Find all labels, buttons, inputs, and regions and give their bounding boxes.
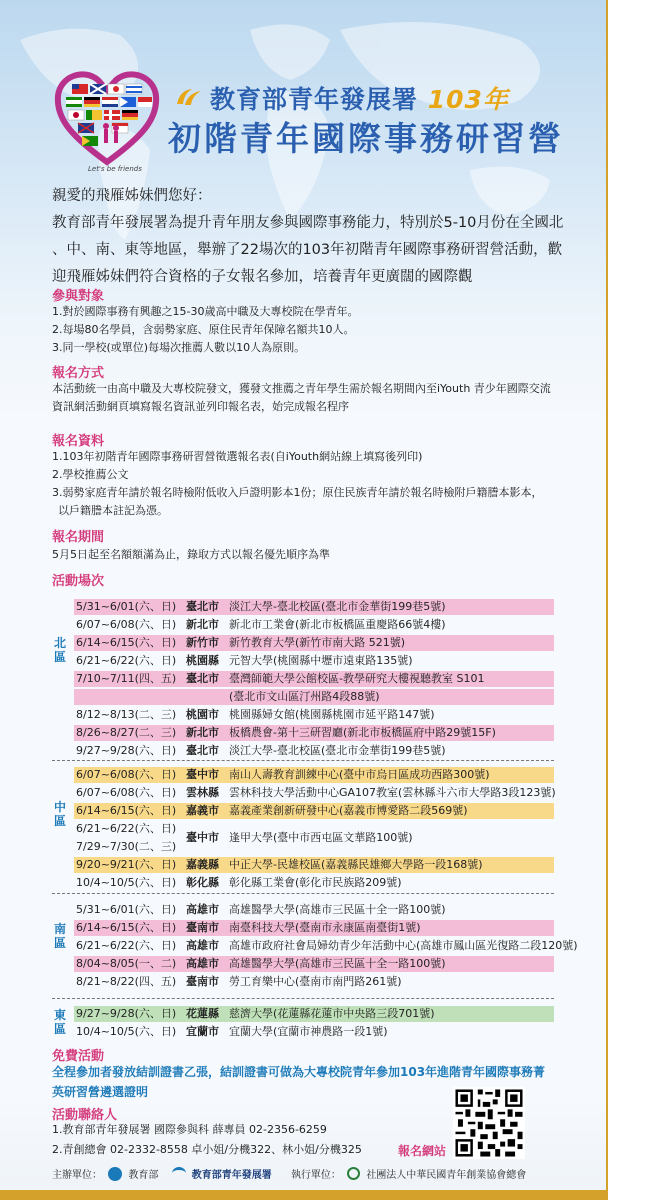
venue-row — [74, 875, 554, 891]
section-title-method: 報名方式 — [52, 366, 105, 381]
venue-city: 高雄市 — [186, 939, 219, 952]
organizer-label: 主辦單位： — [52, 1170, 102, 1181]
venue-city: 桃園市 — [186, 708, 219, 721]
venue-date: 8/04~8/05(一、二) — [76, 957, 177, 970]
venue-row — [74, 974, 554, 990]
period-text: 5月5日起至名額額滿為止，錄取方式以報名優先順序為準 — [52, 548, 330, 561]
section-title-period: 報名期間 — [52, 530, 105, 545]
document-item: 2.學校推薦公文 — [52, 468, 129, 481]
registration-site-label: 報名網站 — [398, 1144, 447, 1158]
venue-city: 新北市 — [186, 618, 219, 631]
venue-date: 6/14~6/15(六、日) — [76, 921, 177, 934]
executor-logo-icon — [347, 1167, 360, 1180]
moe-name: 教育部 — [128, 1170, 159, 1181]
venue-date: 5/31~6/01(六、日) — [76, 600, 177, 613]
main-title: 初階青年國際事務研習營 — [168, 119, 564, 158]
participants-list — [52, 303, 582, 357]
venue-date: 8/26~8/27(二、三) — [76, 726, 177, 739]
greeting: 親愛的飛雁姊妹們您好： — [52, 188, 212, 204]
venue-place: 逢甲大學(臺中市西屯區文華路100號) — [229, 831, 413, 844]
venue-row — [74, 767, 554, 783]
venue-row — [74, 785, 554, 801]
year-label: 103年 — [427, 85, 509, 114]
venue-place: 彰化縣工業會(彰化市民族路209號) — [229, 876, 402, 889]
region-label-east: 東區 — [54, 1008, 67, 1036]
venue-city: 高雄市 — [186, 903, 219, 916]
venue-city: 臺北市 — [186, 600, 219, 613]
venue-date: 6/21~6/22(六、日) — [76, 654, 177, 667]
venue-place: 勞工育樂中心(臺南市南門路261號) — [229, 975, 402, 988]
intro-line: 、中、南、東等地區，舉辦了22場次的103年初階青年國際事務研習營活動，歡 — [52, 242, 563, 258]
venue-row — [74, 653, 554, 669]
contact-line: 2.青創總會 02-2332-8558 卓小姐/分機322、林小姐/分機325 — [52, 1143, 362, 1156]
venue-row — [74, 599, 554, 615]
venue-place: 淡江大學-臺北校區(臺北市金華街199巷5號) — [229, 744, 446, 757]
region-divider — [52, 760, 554, 761]
venue-place: 中正大學-民雄校區(嘉義縣民雄鄉大學路一段168號) — [229, 858, 483, 871]
venue-place: 板橋農會-第十三研習廳(新北市板橋區府中路29號15F) — [229, 726, 496, 739]
venue-row — [74, 689, 554, 705]
venue-date: 6/07~6/08(六、日) — [76, 768, 177, 781]
venue-city: 嘉義市 — [186, 804, 219, 817]
venue-place: 桃園縣婦女館(桃園縣桃園市延平路147號) — [229, 708, 435, 721]
document-item: 3.弱勢家庭青年請於報名時檢附低收入戶證明影本1份；原住民族青年請於報名時檢附戶籍謄本影本， — [52, 486, 543, 499]
moe-logo-icon — [108, 1167, 122, 1181]
participant-rule: 1.對於國際事務有興趣之15-30歲高中職及大專校院在學青年。 — [52, 305, 359, 318]
venue-city: 臺中市 — [186, 831, 219, 844]
venue-date: 6/21~6/22(六、日) — [76, 822, 177, 835]
contact-line: 1.教育部青年發展署 國際參與科 薛專員 02-2356-6259 — [52, 1123, 327, 1136]
venue-place: 南臺科技大學(臺南市永康區南臺街1號) — [229, 921, 421, 934]
venue-date: 6/14~6/15(六、日) — [76, 804, 177, 817]
method-line: 資訊網活動網頁填寫報名資訊並列印報名表，始完成報名程序 — [52, 400, 349, 413]
venue-city: 臺北市 — [186, 744, 219, 757]
heart-flags-logo — [54, 64, 160, 168]
venue-city: 雲林縣 — [186, 786, 219, 799]
venue-place: (臺北市文山區汀州路4段88號) — [229, 690, 380, 703]
intro-text — [52, 183, 592, 291]
venue-place: 高雄醫學大學(高雄市三民區十全一路100號) — [229, 957, 446, 970]
venue-date: 9/20~9/21(六、日) — [76, 858, 177, 871]
venue-row — [74, 857, 554, 873]
org-title: 教育部青年發展署 103年 — [210, 85, 509, 114]
venue-city: 臺中市 — [186, 768, 219, 781]
venue-date: 7/10~7/11(四、五) — [76, 672, 177, 685]
document-item: 以戶籍謄本註記為憑。 — [58, 504, 168, 517]
tagline: Let's be friends — [88, 165, 142, 173]
section-title-free: 免費活動 — [52, 1049, 105, 1064]
venue-row — [74, 617, 554, 633]
venue-date: 6/07~6/08(六、日) — [76, 618, 177, 631]
venue-date: 6/21~6/22(六、日) — [76, 939, 177, 952]
executor-label: 執行單位： — [290, 1170, 341, 1181]
venue-date: 9/27~9/28(六、日) — [76, 1007, 177, 1020]
venue-row — [74, 1006, 554, 1022]
venue-date: 8/12~8/13(二、三) — [76, 708, 177, 721]
venue-date: 9/27~9/28(六、日) — [76, 744, 177, 757]
venue-date: 6/14~6/15(六、日) — [76, 636, 177, 649]
venue-row — [74, 707, 554, 723]
venue-date: 10/4~10/5(六、日) — [76, 876, 177, 889]
section-title-contact: 活動聯絡人 — [52, 1108, 118, 1123]
intro-line: 迎飛雁姊妹們符合資格的子女報名參加，培養青年更廣闊的國際觀 — [52, 269, 473, 285]
venue-place: 元智大學(桃園縣中壢市遠東路135號) — [229, 654, 413, 667]
venue-row — [74, 956, 554, 972]
venue-place: 臺灣師範大學公館校區-教學研究大樓視聽教室 S101 — [229, 672, 485, 685]
venue-city: 新竹市 — [186, 636, 219, 649]
venue-place: 淡江大學-臺北校區(臺北市金華街199巷5號) — [229, 600, 446, 613]
intro-line: 教育部青年發展署為提升青年朋友參與國際事務能力，特別於5-10月份在全國北 — [52, 215, 564, 231]
venue-date: 7/29~7/30(二、三) — [76, 840, 177, 853]
yda-logo-icon — [174, 86, 204, 108]
participant-rule: 3.同一學校(或單位)每場次推薦人數以10人為原則。 — [52, 341, 306, 354]
venue-place: 雲林科技大學活動中心GA107教室(雲林縣斗六市大學路3段123號) — [229, 786, 556, 799]
region-label-north: 北區 — [54, 636, 67, 664]
document-item: 1.103年初階青年國際事務研習營徵選報名表(自iYouth網站線上填寫後列印) — [52, 450, 423, 463]
venue-place: 宜蘭大學(宜蘭市神農路一段1號) — [229, 1025, 388, 1038]
qr-code-icon[interactable] — [453, 1087, 525, 1159]
contact-list — [52, 1120, 412, 1160]
footer — [52, 1166, 572, 1181]
participant-rule: 2.每場80名學員，含弱勢家庭、原住民青年保障名額共10人。 — [52, 323, 355, 336]
venue-row — [74, 831, 554, 855]
venue-city: 宜蘭市 — [186, 1025, 219, 1038]
free-activity-text: 全程參加者發放結訓證書乙張，結訓證書可做為大專校院青年參加103年進階青年國際事務菁英研習營遴選證明 — [52, 1065, 546, 1099]
venue-date: 5/31~6/01(六、日) — [76, 903, 177, 916]
method-text — [52, 380, 582, 416]
region-label-central: 中區 — [54, 800, 67, 828]
venue-row — [74, 725, 554, 741]
venue-place: 高雄醫學大學(高雄市三民區十全一路100號) — [229, 903, 446, 916]
venue-city: 桃園縣 — [186, 654, 219, 667]
venue-row — [74, 803, 554, 819]
method-line: 本活動統一由高中職及大專校院發文，獲發文推薦之青年學生需於報名期間內至iYouth 青少年國際交流 — [52, 382, 551, 395]
venue-row — [74, 1024, 554, 1040]
region-divider — [52, 893, 554, 894]
venue-date: 10/4~10/5(六、日) — [76, 1025, 177, 1038]
venue-city: 臺南市 — [186, 975, 219, 988]
venue-city: 高雄市 — [186, 957, 219, 970]
region-label-south: 南區 — [54, 922, 67, 950]
venue-place: 新竹教育大學(新竹市南大路 521號) — [229, 636, 406, 649]
yda-footer-logo-icon — [172, 1167, 186, 1180]
venue-city: 彰化縣 — [186, 876, 219, 889]
venue-city: 臺南市 — [186, 921, 219, 934]
venue-row — [74, 920, 554, 936]
executor-name: 社團法人中華民國青年創業協會總會 — [366, 1170, 527, 1181]
venue-date: 8/21~8/22(四、五) — [76, 975, 177, 988]
venue-row — [74, 671, 554, 687]
venue-row — [74, 743, 554, 759]
venue-city: 臺北市 — [186, 672, 219, 685]
region-divider — [52, 998, 554, 999]
right-border — [606, 0, 608, 1200]
venue-city: 嘉義縣 — [186, 858, 219, 871]
venue-place: 新北市工業會(新北市板橋區重慶路66號4樓) — [229, 618, 446, 631]
documents-list — [52, 448, 582, 520]
venue-city: 花蓮縣 — [186, 1007, 219, 1020]
venue-row — [74, 902, 554, 918]
venue-place: 高雄市政府社會局婦幼青少年活動中心(高雄市鳳山區光復路二段120號) — [229, 939, 578, 952]
section-title-venues: 活動場次 — [52, 574, 105, 589]
yda-name: 教育部青年發展署 — [191, 1170, 272, 1181]
section-title-documents: 報名資料 — [52, 434, 105, 449]
venue-place: 南山人壽教育訓練中心(臺中市烏日區成功西路300號) — [229, 768, 490, 781]
venue-place: 慈濟大學(花蓮縣花蓮市中央路三段701號) — [229, 1007, 435, 1020]
venue-place: 嘉義產業創新研發中心(嘉義市博愛路二段569號) — [229, 804, 468, 817]
bottom-bar — [0, 1190, 606, 1200]
venue-row — [74, 635, 554, 651]
venue-row — [74, 938, 578, 954]
venue-date: 6/07~6/08(六、日) — [76, 786, 177, 799]
section-title-participants: 參與對象 — [52, 289, 105, 304]
venue-city: 新北市 — [186, 726, 219, 739]
